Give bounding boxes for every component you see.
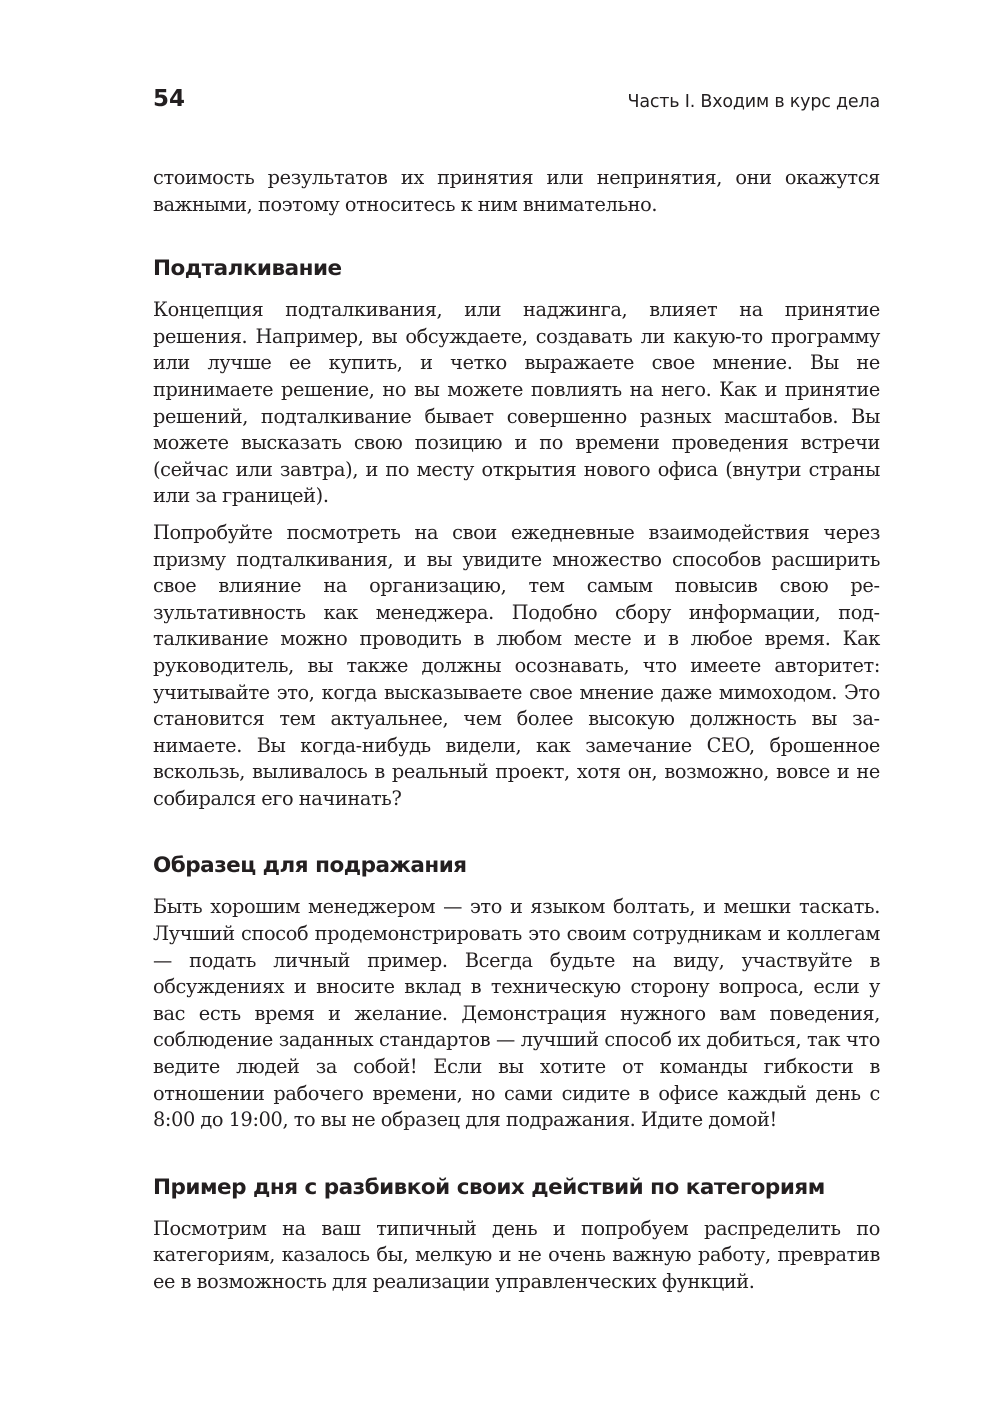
section-heading-sample-day: Пример дня с разбивкой своих действий по категориям [153,1174,825,1200]
nudging-paragraph-1: Концепция подталкивания, или наджинга, влияет на принятие решения. Например, вы обсуждаете, создавать ли какую-то программу или лучше ее купить, и четко выражаете свое мнение. Вы не принимаете решение, но вы можете повлиять на него. Как и принятие решений, подталкивание бывает совершенно разных масштабов. Вы можете высказать свою позицию и по времени проведения встречи (сейчас или завтра), и по месту открытия нового офиса (внутри страны или за границей). [153,298,880,508]
section-heading-role-model: Образец для подражания [153,853,467,879]
page-content [153,165,880,1296]
intro-paragraph: стоимость результатов их принятия или непринятия, они окажутся важными, поэтому относитесь к ним внимательно. [153,166,880,216]
chapter-title: Часть I. Входим в курс дела [627,92,880,112]
role-model-paragraph-1: Быть хорошим менеджером — это и языком болтать, и мешки таскать. Лучший способ продемонстрировать это своим сотрудникам и коллегам — подать личный пример. Всегда будьте на виду, участвуйте в обсуждениях и вносите вклад в техническую сторону вопроса, если у вас есть время и желание. Демонстрация нужного вам поведения, соблюдение заданных стандартов — лучший способ их добиться, так что ведите людей за собой! Если вы хотите от команды гибкости в отношении рабочего времени, но сами сидите в офисе каждый день с 8:00 до 19:00, то вы не образец для подражания. Идите домой! [153,895,880,1132]
page-number: 54 [153,86,186,112]
sample-day-paragraph-1: Посмотрим на ваш типичный день и попробуем распределить по категориям, казалось бы, мелкую и не очень важную работу, превратив ее в возможность для реализации управленческих функций. [153,1216,880,1293]
nudging-paragraph-2: Попробуйте посмотреть на свои ежедневные взаимодействия через призму подталкивания, и вы увидите множество способов расширить свое влияние на организацию, тем самым повысив свою результативность как менеджера. Подобно сбору информации, подталкивание можно проводить в любом месте и в любое время. Как руководитель, вы также должны осознавать, что имеете авторитет: учитывайте это, когда высказываете свое мнение даже мимоходом. Это становится тем актуальнее, чем более высокую должность вы занимаете. Вы когда-нибудь видели, как замечание CEO, брошенное вскользь, выливалось в реальный проект, хотя он, возможно, вовсе и не собирался его начинать? [153,520,880,810]
section-heading-nudging: Подталкивание [153,256,342,282]
running-header [153,84,880,118]
book-page [153,0,880,1413]
